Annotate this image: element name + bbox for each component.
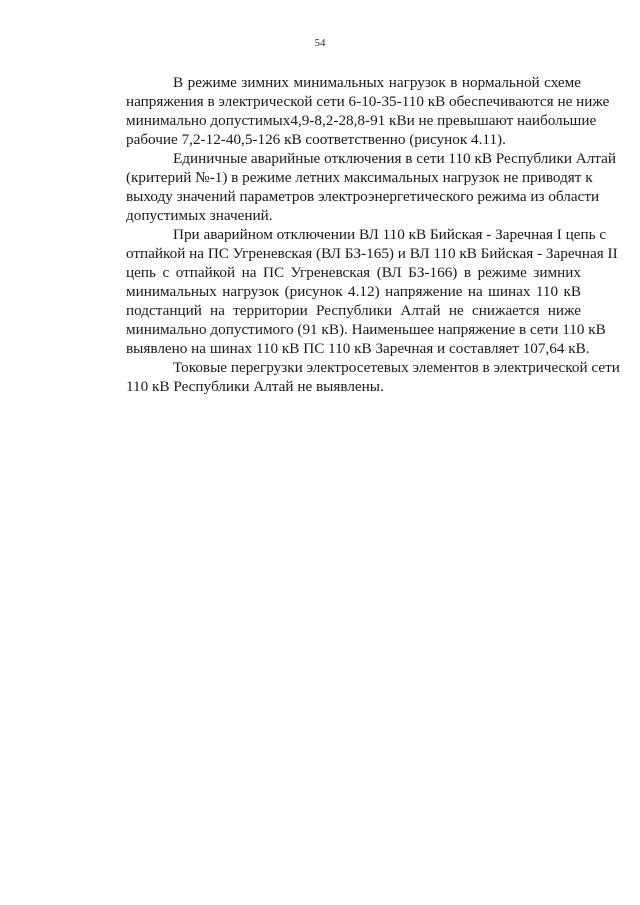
- text-line: выявлено на шинах 110 кВ ПС 110 кВ Заречная и составляет 107,64 кВ.: [126, 340, 590, 357]
- text-line: допустимых значений.: [126, 207, 273, 224]
- paragraph-winter-minimum-loads: [79, 73, 610, 149]
- text-line: 110 кВ Республики Алтай не выявлены.: [126, 378, 384, 395]
- text-line: минимально допустимого (91 кВ). Наименьшее напряжение в сети 110 кВ: [126, 321, 606, 338]
- text-line: цепь с отпайкой на ПС Угреневская (ВЛ БЗ-166) в режиме зимних: [126, 264, 581, 281]
- text-line: минимальных нагрузок (рисунок 4.12) напряжение на шинах 110 кВ: [126, 283, 581, 300]
- text-line: выходу значений параметров электроэнергетического режима из области: [126, 188, 600, 205]
- text-line: При аварийном отключении ВЛ 110 кВ Бийская - Заречная I цепь с: [173, 226, 607, 243]
- page-number: 54: [314, 37, 326, 49]
- paragraph-single-emergency-outages: [79, 149, 616, 225]
- text-line: Токовые перегрузки электросетевых элементов в электрической сети: [173, 359, 620, 376]
- text-line: рабочие 7,2-12-40,5-126 кВ соответственно (рисунок 4.11).: [126, 131, 506, 148]
- text-line: напряжения в электрической сети 6-10-35-110 кВ обеспечиваются не ниже: [126, 93, 610, 110]
- text-line: (критерий №-1) в режиме летних максимальных нагрузок не приводят к: [126, 169, 593, 186]
- document-body: [79, 73, 620, 396]
- paragraph-current-overloads: [79, 358, 620, 396]
- text-line: минимально допустимых4,9-8,2-28,8-91 кВи не превышают наибольшие: [126, 112, 597, 129]
- paragraph-line-disconnection: [79, 225, 618, 358]
- text-line: В режиме зимних минимальных нагрузок в нормальной схеме: [173, 74, 581, 91]
- text-line: подстанций на территории Республики Алтай не снижается ниже: [126, 302, 581, 319]
- text-line: Единичные аварийные отключения в сети 110 кВ Республики Алтай: [173, 150, 616, 167]
- text-line: отпайкой на ПС Угреневская (ВЛ БЗ-165) и ВЛ 110 кВ Бийская - Заречная II: [126, 245, 618, 262]
